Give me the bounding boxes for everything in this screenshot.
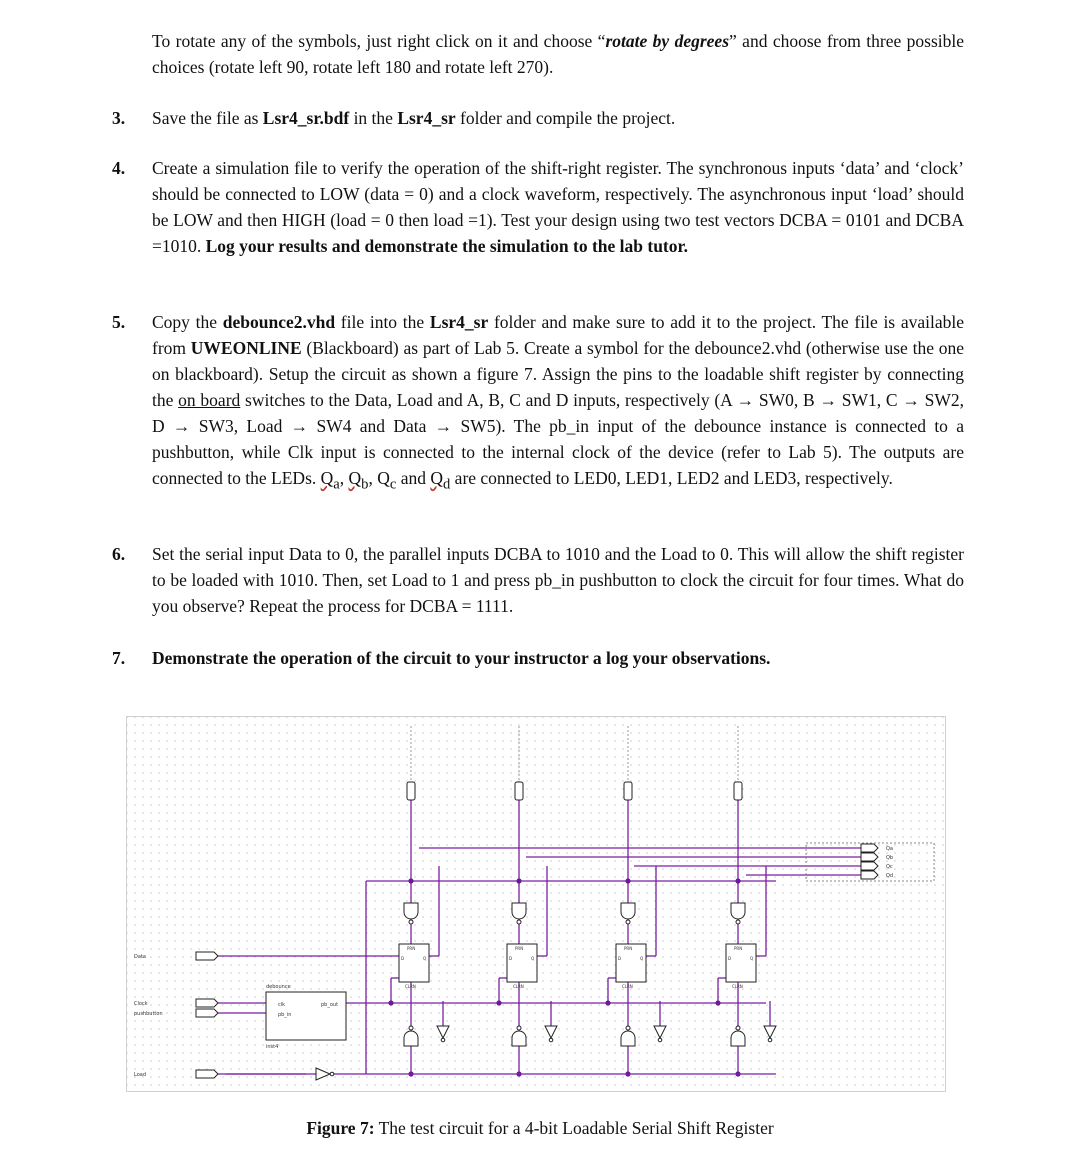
input-pin-pushbutton [196, 1009, 218, 1017]
output-label-qb: Qb [886, 855, 894, 861]
flip-flop-d-label: D [728, 956, 732, 961]
junction-node [715, 1000, 720, 1005]
flip-flop-q-label: Q [423, 956, 427, 961]
input-pin-a [407, 782, 415, 800]
junction-node [625, 878, 630, 883]
step-3-number: 3. [112, 108, 126, 128]
output-pin-qa [861, 844, 878, 852]
step-7-text: Demonstrate the operation of the circuit to your instructor a log your observations. [152, 648, 771, 668]
preset-nand-gate [404, 903, 418, 919]
debounce-port-pb-in: pb_in [278, 1012, 292, 1018]
intro-paragraph: To rotate any of the symbols, just right click on it and choose “rotate by degrees” and choose from three possible choices (rotate left 90, rotate left 180 and rotate left 270). [152, 31, 965, 77]
debounce-title: debounce [266, 984, 291, 990]
preset-nand-gate [731, 903, 745, 919]
flip-flop-q-label: Q [531, 956, 535, 961]
inverter-bubble [768, 1038, 772, 1042]
step-4-number: 4. [112, 158, 126, 178]
junction-node [516, 878, 521, 883]
output-pin-qb [861, 853, 878, 861]
flip-flop-prn-label: PRN [407, 946, 416, 951]
junction-node [735, 878, 740, 883]
inverter-bubble [626, 1026, 630, 1030]
preset-nand-gate [621, 903, 635, 919]
clear-nand-gate [512, 1031, 526, 1046]
input-pin-load [196, 1070, 218, 1078]
junction-node [408, 878, 413, 883]
debounce-port-pb-out: pb_out [321, 1002, 339, 1008]
inverter-bubble [409, 1026, 413, 1030]
flip-flop-q-label: Q [640, 956, 644, 961]
flip-flop-clrn-label: CLRN [732, 984, 743, 989]
flip-flop-prn-label: PRN [734, 946, 743, 951]
inverter-bubble [626, 920, 630, 924]
inverter-bubble [330, 1072, 334, 1076]
input-label-data: Data [134, 954, 146, 960]
inverter-bubble [441, 1038, 445, 1042]
junction-node [388, 1000, 393, 1005]
inverter-bubble [549, 1038, 553, 1042]
output-label-qc: Qc [886, 864, 893, 870]
step-3-text: Save the file as Lsr4_sr.bdf in the Lsr4_sr folder and compile the project. [152, 108, 676, 128]
debounce-instance: inst4 [266, 1044, 279, 1050]
grid-background [126, 716, 946, 1092]
flip-flop-clrn-label: CLRN [622, 984, 633, 989]
flip-flop-q-label: Q [750, 956, 754, 961]
inverter-bubble [736, 1026, 740, 1030]
junction-node [605, 1000, 610, 1005]
input-pin-d [734, 782, 742, 800]
clear-nand-gate [731, 1031, 745, 1046]
flip-flop-d-label: D [401, 956, 405, 961]
inverter-bubble [736, 920, 740, 924]
inverter-bubble [517, 920, 521, 924]
input-label-clock: Clock [134, 1001, 148, 1007]
flip-flop-clrn-label: CLRN [513, 984, 524, 989]
flip-flop-prn-label: PRN [624, 946, 633, 951]
output-pin-qd [861, 871, 878, 879]
input-label-load: Load [134, 1072, 146, 1078]
input-pin-c [624, 782, 632, 800]
junction-node [496, 1000, 501, 1005]
inverter-bubble [658, 1038, 662, 1042]
output-label-qa: Qa [886, 846, 893, 852]
clear-nand-gate [404, 1031, 418, 1046]
step-7-number: 7. [112, 648, 126, 668]
step-6-text: Set the serial input Data to 0, the parallel inputs DCBA to 1010 and the Load to 0. This will allow the shift register to be loaded with 1010. Then, set Load to 1 and press pb_in pushbutton to clock the circuit for four times. What do you observe? Repeat the process for DCBA = 1111. [152, 544, 964, 616]
debounce-port-clk: clk [278, 1002, 286, 1008]
flip-flop-d-label: D [618, 956, 622, 961]
flip-flop-d-label: D [509, 956, 513, 961]
input-pin-data [196, 952, 218, 960]
clear-nand-gate [621, 1031, 635, 1046]
shift-register-schematic [126, 716, 946, 1092]
preset-nand-gate [512, 903, 526, 919]
step-5-text: Copy the debounce2.vhd file into the Lsr4_sr folder and make sure to add it to the project. The file is available from UWEONLINE (Blackboard) as part of Lab 5. Create a symbol for the debounce2.vhd (otherwise use the one on blackboard). Setup the circuit as shown a figure 7. Assign the pins to the loadable shift register by connecting the on board switches to the Data, Load and A, B, C and D inputs, respectively (A → SW0, B → SW1, C → SW2, D → SW3, Load → SW4 and Data → SW5). The pb_in input of the debounce instance is connected to a pushbutton, while Clk input is connected to the internal clock of the device (refer to Lab 5). The outputs are connected to the LEDs. $Q_a$, $Q_b$, $Q_c$ and $Q_d$ are connected to LED0, LED1, LED2 and LED3, respectively. [152, 312, 964, 493]
flip-flop-clrn-label: CLRN [405, 984, 416, 989]
input-pin-clock [196, 999, 218, 1007]
step-5-number: 5. [112, 312, 126, 332]
output-label-qd: Qd [886, 873, 894, 879]
figure-caption: Figure 7: The test circuit for a 4-bit Loadable Serial Shift Register [306, 1118, 774, 1138]
output-pin-qc [861, 862, 878, 870]
step-4-text: Create a simulation file to verify the operation of the shift-right register. The synchronous inputs ‘data’ and ‘clock’ should be connected to LOW (data = 0) and a clock waveform, respectively. The asynchronous input ‘load’ should be LOW and then HIGH (load = 0 then load =1). Test your design using two test vectors DCBA = 0101 and DCBA =1010. Log your results and demonstrate the simulation to the lab tutor. [152, 158, 964, 256]
input-label-pushbutton: pushbutton [134, 1011, 163, 1017]
inverter-bubble [409, 920, 413, 924]
flip-flop-prn-label: PRN [515, 946, 524, 951]
step-6-number: 6. [112, 544, 126, 564]
inverter-bubble [517, 1026, 521, 1030]
input-pin-b [515, 782, 523, 800]
